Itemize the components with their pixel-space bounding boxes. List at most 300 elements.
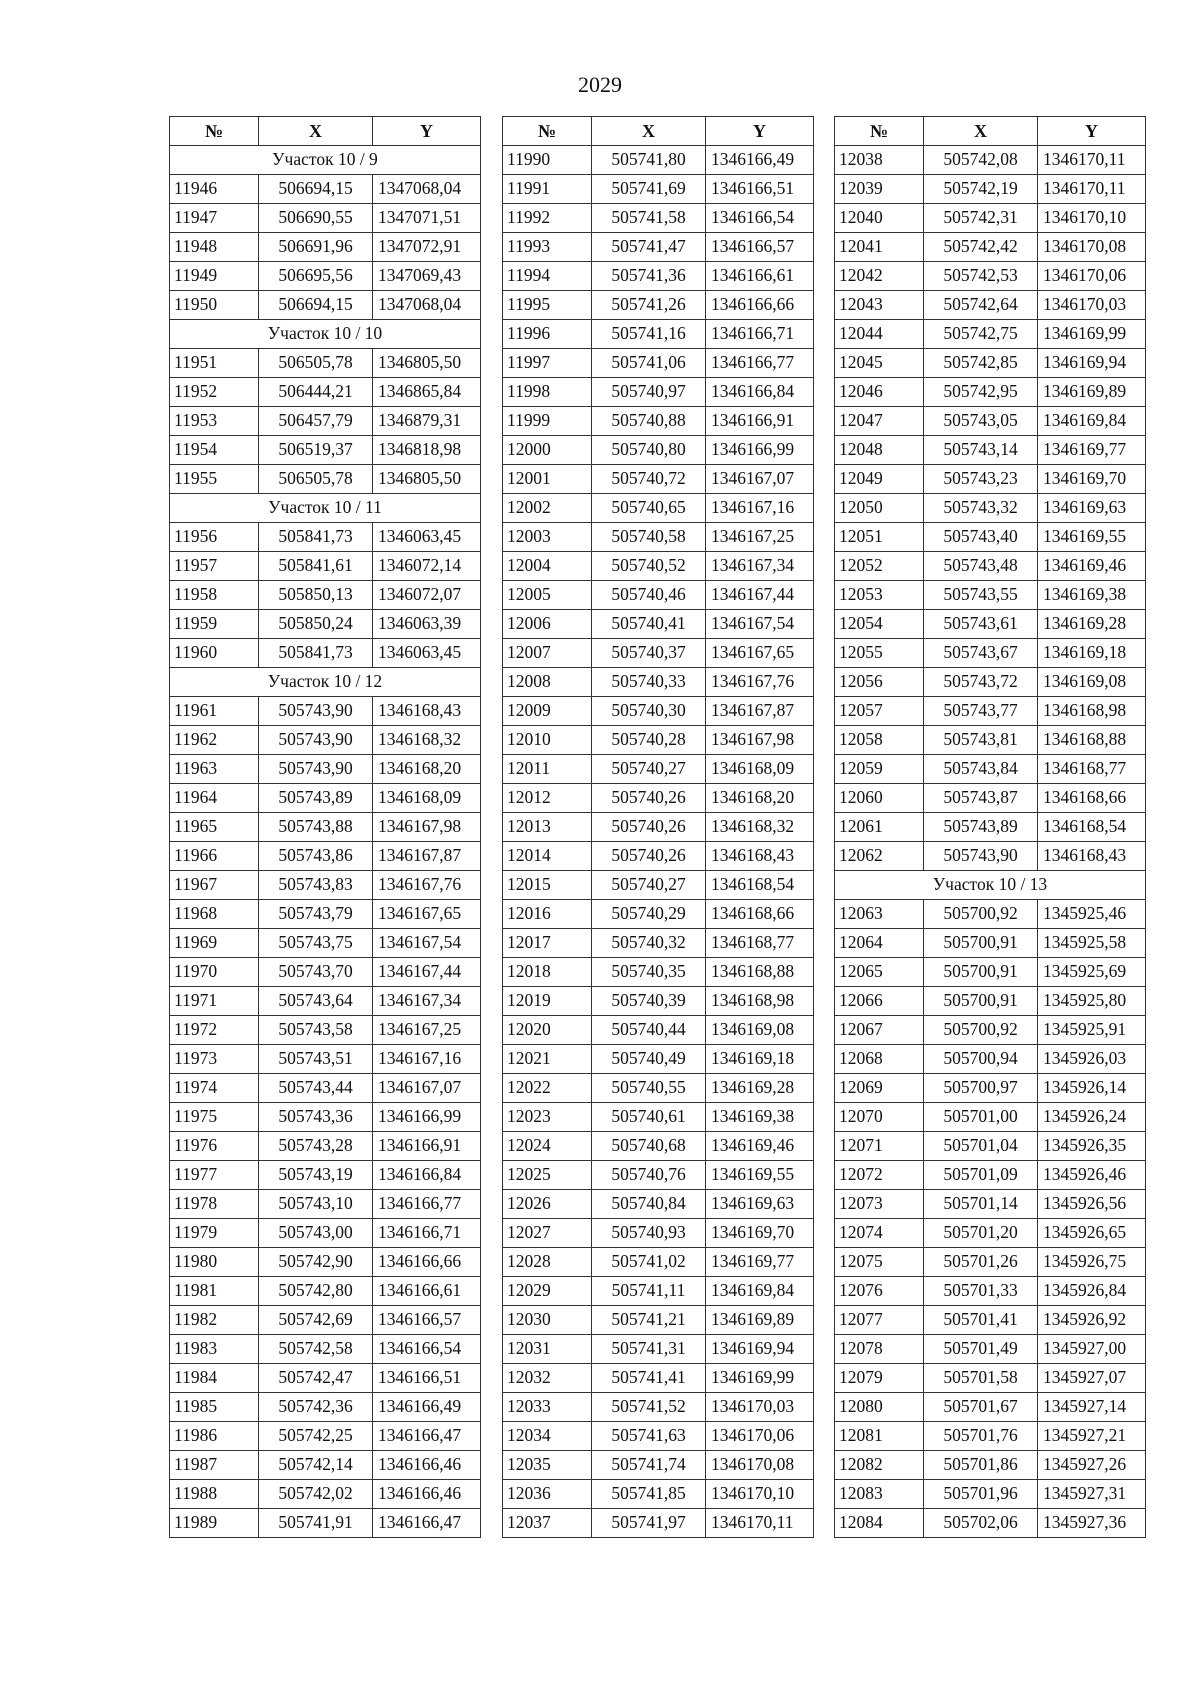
table-row	[835, 1364, 1146, 1393]
cell-x: 505743,70	[259, 958, 373, 987]
cell-y: 1346166,54	[706, 204, 814, 233]
cell-y: 1346063,45	[373, 639, 481, 668]
table-row	[170, 755, 481, 784]
cell-y: 1346170,06	[1038, 262, 1146, 291]
cell-y: 1346166,51	[706, 175, 814, 204]
cell-y: 1346169,99	[1038, 320, 1146, 349]
table-row	[503, 1480, 814, 1509]
cell-y: 1345925,46	[1038, 900, 1146, 929]
cell-num: 12013	[503, 813, 592, 842]
table-row	[170, 1074, 481, 1103]
table-row	[170, 639, 481, 668]
cell-num: 12065	[835, 958, 924, 987]
cell-num: 11975	[170, 1103, 259, 1132]
cell-y: 1346169,46	[706, 1132, 814, 1161]
cell-num: 11957	[170, 552, 259, 581]
cell-y: 1346166,91	[706, 407, 814, 436]
table-row	[503, 900, 814, 929]
cell-num: 11948	[170, 233, 259, 262]
section-row	[170, 146, 481, 175]
cell-x: 505743,44	[259, 1074, 373, 1103]
cell-num: 12084	[835, 1509, 924, 1538]
cell-y: 1345927,07	[1038, 1364, 1146, 1393]
cell-y: 1346168,88	[1038, 726, 1146, 755]
cell-x: 506505,78	[259, 465, 373, 494]
cell-num: 12001	[503, 465, 592, 494]
cell-x: 505850,13	[259, 581, 373, 610]
cell-y: 1346168,77	[1038, 755, 1146, 784]
table-row	[503, 1422, 814, 1451]
cell-num: 12055	[835, 639, 924, 668]
cell-num: 12039	[835, 175, 924, 204]
cell-y: 1346169,63	[1038, 494, 1146, 523]
section-row	[170, 494, 481, 523]
cell-y: 1346169,70	[1038, 465, 1146, 494]
table-row	[170, 204, 481, 233]
cell-y: 1346166,47	[373, 1422, 481, 1451]
cell-num: 12045	[835, 349, 924, 378]
cell-y: 1346168,20	[373, 755, 481, 784]
cell-y: 1346168,43	[1038, 842, 1146, 871]
cell-num: 11992	[503, 204, 592, 233]
table-row	[170, 1335, 481, 1364]
cell-x: 505740,46	[592, 581, 706, 610]
cell-num: 12002	[503, 494, 592, 523]
cell-x: 505740,88	[592, 407, 706, 436]
cell-num: 11990	[503, 146, 592, 175]
cell-y: 1347069,43	[373, 262, 481, 291]
cell-y: 1346167,87	[706, 697, 814, 726]
cell-y: 1346166,71	[706, 320, 814, 349]
cell-x: 505743,86	[259, 842, 373, 871]
cell-num: 12016	[503, 900, 592, 929]
cell-y: 1346167,54	[706, 610, 814, 639]
cell-x: 505743,81	[924, 726, 1038, 755]
cell-y: 1346168,32	[706, 813, 814, 842]
table-row	[835, 813, 1146, 842]
cell-y: 1345925,69	[1038, 958, 1146, 987]
cell-num: 11991	[503, 175, 592, 204]
table-row	[170, 436, 481, 465]
cell-num: 11946	[170, 175, 259, 204]
cell-y: 1347068,04	[373, 291, 481, 320]
cell-num: 12081	[835, 1422, 924, 1451]
table-row	[835, 1306, 1146, 1335]
table-row	[503, 233, 814, 262]
section-title: Участок 10 / 10	[170, 320, 481, 349]
table-row	[835, 1190, 1146, 1219]
table-row	[835, 523, 1146, 552]
section-row	[835, 871, 1146, 900]
cell-num: 12042	[835, 262, 924, 291]
cell-y: 1345927,26	[1038, 1451, 1146, 1480]
table-row	[503, 784, 814, 813]
cell-x: 505743,55	[924, 581, 1038, 610]
cell-x: 505741,02	[592, 1248, 706, 1277]
cell-x: 505701,96	[924, 1480, 1038, 1509]
cell-x: 505742,58	[259, 1335, 373, 1364]
cell-x: 505740,26	[592, 813, 706, 842]
table-row	[835, 900, 1146, 929]
cell-num: 12020	[503, 1016, 592, 1045]
cell-num: 11978	[170, 1190, 259, 1219]
cell-y: 1346166,57	[373, 1306, 481, 1335]
cell-x: 506694,15	[259, 175, 373, 204]
table-row	[835, 668, 1146, 697]
cell-x: 505740,55	[592, 1074, 706, 1103]
cell-y: 1346167,65	[373, 900, 481, 929]
cell-x: 505701,49	[924, 1335, 1038, 1364]
cell-y: 1346166,66	[706, 291, 814, 320]
cell-y: 1346170,11	[1038, 146, 1146, 175]
cell-num: 12044	[835, 320, 924, 349]
table-row	[835, 1074, 1146, 1103]
cell-y: 1346167,54	[373, 929, 481, 958]
table-row	[170, 1045, 481, 1074]
cell-num: 12072	[835, 1161, 924, 1190]
table-row	[503, 1190, 814, 1219]
cell-x: 505743,87	[924, 784, 1038, 813]
cell-y: 1346170,03	[706, 1393, 814, 1422]
cell-num: 12038	[835, 146, 924, 175]
cell-y: 1346168,20	[706, 784, 814, 813]
cell-y: 1346167,98	[373, 813, 481, 842]
cell-num: 11998	[503, 378, 592, 407]
cell-num: 12062	[835, 842, 924, 871]
cell-y: 1346170,10	[706, 1480, 814, 1509]
table-row	[835, 1045, 1146, 1074]
cell-y: 1345926,46	[1038, 1161, 1146, 1190]
cell-y: 1346167,34	[373, 987, 481, 1016]
cell-x: 505742,25	[259, 1422, 373, 1451]
table-row	[835, 378, 1146, 407]
cell-x: 505700,91	[924, 929, 1038, 958]
cell-x: 505740,28	[592, 726, 706, 755]
cell-x: 505743,67	[924, 639, 1038, 668]
cell-y: 1346167,16	[706, 494, 814, 523]
table-row	[503, 349, 814, 378]
cell-y: 1346170,08	[1038, 233, 1146, 262]
cell-y: 1346167,34	[706, 552, 814, 581]
cell-x: 505741,11	[592, 1277, 706, 1306]
cell-num: 12053	[835, 581, 924, 610]
table-row	[170, 726, 481, 755]
table-row	[170, 465, 481, 494]
cell-y: 1346166,99	[706, 436, 814, 465]
cell-y: 1346166,51	[373, 1364, 481, 1393]
table-row	[503, 668, 814, 697]
cell-y: 1346169,55	[706, 1161, 814, 1190]
cell-x: 505740,58	[592, 523, 706, 552]
cell-num: 12083	[835, 1480, 924, 1509]
cell-num: 12025	[503, 1161, 592, 1190]
cell-num: 12080	[835, 1393, 924, 1422]
cell-y: 1346168,43	[706, 842, 814, 871]
cell-num: 12052	[835, 552, 924, 581]
cell-y: 1346170,10	[1038, 204, 1146, 233]
table-row	[835, 842, 1146, 871]
cell-x: 505743,10	[259, 1190, 373, 1219]
cell-num: 12024	[503, 1132, 592, 1161]
table-row	[170, 900, 481, 929]
cell-x: 505742,14	[259, 1451, 373, 1480]
cell-num: 12031	[503, 1335, 592, 1364]
cell-x: 505742,90	[259, 1248, 373, 1277]
table-row	[835, 1277, 1146, 1306]
cell-x: 505741,74	[592, 1451, 706, 1480]
cell-y: 1346166,49	[706, 146, 814, 175]
cell-y: 1346166,99	[373, 1103, 481, 1132]
cell-num: 12075	[835, 1248, 924, 1277]
cell-x: 505740,32	[592, 929, 706, 958]
cell-y: 1346166,61	[706, 262, 814, 291]
cell-x: 505743,90	[259, 755, 373, 784]
cell-x: 506519,37	[259, 436, 373, 465]
cell-y: 1346169,28	[1038, 610, 1146, 639]
cell-y: 1346169,55	[1038, 523, 1146, 552]
cell-num: 12014	[503, 842, 592, 871]
cell-num: 12050	[835, 494, 924, 523]
cell-num: 12047	[835, 407, 924, 436]
cell-x: 505700,91	[924, 987, 1038, 1016]
table-row	[503, 1161, 814, 1190]
cell-num: 11953	[170, 407, 259, 436]
cell-x: 505743,64	[259, 987, 373, 1016]
cell-y: 1346169,70	[706, 1219, 814, 1248]
cell-x: 505743,61	[924, 610, 1038, 639]
cell-num: 12017	[503, 929, 592, 958]
cell-x: 505700,94	[924, 1045, 1038, 1074]
cell-num: 11955	[170, 465, 259, 494]
section-row	[170, 320, 481, 349]
cell-x: 505742,95	[924, 378, 1038, 407]
table-row	[170, 262, 481, 291]
header-number: №	[503, 117, 592, 146]
table-row	[503, 320, 814, 349]
cell-y: 1346167,65	[706, 639, 814, 668]
cell-num: 12079	[835, 1364, 924, 1393]
cell-num: 11982	[170, 1306, 259, 1335]
section-title: Участок 10 / 9	[170, 146, 481, 175]
cell-x: 505740,97	[592, 378, 706, 407]
cell-num: 12046	[835, 378, 924, 407]
cell-x: 505741,16	[592, 320, 706, 349]
cell-x: 505741,97	[592, 1509, 706, 1538]
cell-y: 1345927,00	[1038, 1335, 1146, 1364]
cell-x: 506457,79	[259, 407, 373, 436]
table-row	[835, 291, 1146, 320]
cell-x: 505743,88	[259, 813, 373, 842]
cell-num: 12043	[835, 291, 924, 320]
cell-num: 12009	[503, 697, 592, 726]
cell-x: 505742,19	[924, 175, 1038, 204]
table-row	[835, 320, 1146, 349]
cell-x: 505741,80	[592, 146, 706, 175]
table-row	[503, 1016, 814, 1045]
cell-x: 505740,44	[592, 1016, 706, 1045]
cell-num: 12029	[503, 1277, 592, 1306]
cell-num: 12010	[503, 726, 592, 755]
cell-y: 1346169,77	[1038, 436, 1146, 465]
cell-num: 12018	[503, 958, 592, 987]
cell-x: 505741,06	[592, 349, 706, 378]
cell-num: 12000	[503, 436, 592, 465]
table-row	[170, 958, 481, 987]
cell-y: 1346167,07	[373, 1074, 481, 1103]
cell-num: 11977	[170, 1161, 259, 1190]
cell-x: 505740,49	[592, 1045, 706, 1074]
cell-y: 1346166,77	[373, 1190, 481, 1219]
table-row	[503, 1248, 814, 1277]
cell-num: 11964	[170, 784, 259, 813]
cell-x: 506444,21	[259, 378, 373, 407]
cell-x: 505740,84	[592, 1190, 706, 1219]
cell-x: 505700,92	[924, 900, 1038, 929]
table-row	[503, 1219, 814, 1248]
cell-x: 505741,36	[592, 262, 706, 291]
table-row	[170, 552, 481, 581]
cell-y: 1346169,94	[706, 1335, 814, 1364]
cell-x: 505743,28	[259, 1132, 373, 1161]
cell-y: 1345927,36	[1038, 1509, 1146, 1538]
cell-x: 505743,77	[924, 697, 1038, 726]
cell-num: 11968	[170, 900, 259, 929]
table-row	[503, 465, 814, 494]
cell-x: 505740,80	[592, 436, 706, 465]
cell-num: 11972	[170, 1016, 259, 1045]
table-row	[503, 1335, 814, 1364]
cell-num: 12082	[835, 1451, 924, 1480]
cell-y: 1347071,51	[373, 204, 481, 233]
table-row	[170, 929, 481, 958]
table-row	[835, 1480, 1146, 1509]
cell-num: 12021	[503, 1045, 592, 1074]
cell-num: 11993	[503, 233, 592, 262]
table-row	[170, 349, 481, 378]
cell-num: 11970	[170, 958, 259, 987]
cell-num: 11950	[170, 291, 259, 320]
table-row	[503, 755, 814, 784]
cell-y: 1346169,18	[706, 1045, 814, 1074]
cell-num: 11963	[170, 755, 259, 784]
table-row	[503, 1364, 814, 1393]
cell-num: 12035	[503, 1451, 592, 1480]
table-row	[503, 407, 814, 436]
table-row	[170, 842, 481, 871]
cell-y: 1346169,08	[1038, 668, 1146, 697]
table-row	[503, 436, 814, 465]
table-row	[170, 1277, 481, 1306]
cell-x: 505701,41	[924, 1306, 1038, 1335]
table-row	[170, 1103, 481, 1132]
cell-y: 1346169,28	[706, 1074, 814, 1103]
table-row	[503, 175, 814, 204]
cell-num: 12068	[835, 1045, 924, 1074]
table-row	[170, 523, 481, 552]
cell-y: 1346167,07	[706, 465, 814, 494]
cell-x: 505743,05	[924, 407, 1038, 436]
cell-x: 505741,47	[592, 233, 706, 262]
cell-num: 12004	[503, 552, 592, 581]
table-row	[503, 697, 814, 726]
cell-x: 505743,00	[259, 1219, 373, 1248]
table-row	[170, 1451, 481, 1480]
header-number: №	[835, 117, 924, 146]
cell-num: 11961	[170, 697, 259, 726]
table-row	[170, 784, 481, 813]
table-row	[503, 204, 814, 233]
table-row	[170, 1480, 481, 1509]
cell-x: 505742,31	[924, 204, 1038, 233]
cell-num: 11952	[170, 378, 259, 407]
cell-y: 1346168,43	[373, 697, 481, 726]
cell-x: 505700,97	[924, 1074, 1038, 1103]
section-row	[170, 668, 481, 697]
cell-num: 11980	[170, 1248, 259, 1277]
cell-num: 12064	[835, 929, 924, 958]
cell-y: 1346169,89	[1038, 378, 1146, 407]
cell-y: 1346818,98	[373, 436, 481, 465]
cell-x: 505740,37	[592, 639, 706, 668]
table-row	[503, 1509, 814, 1538]
table-row	[503, 1074, 814, 1103]
cell-num: 12028	[503, 1248, 592, 1277]
header-x: X	[924, 117, 1038, 146]
cell-y: 1345926,56	[1038, 1190, 1146, 1219]
cell-y: 1346168,77	[706, 929, 814, 958]
cell-x: 505701,20	[924, 1219, 1038, 1248]
table-row	[835, 146, 1146, 175]
cell-num: 12073	[835, 1190, 924, 1219]
cell-num: 11987	[170, 1451, 259, 1480]
cell-num: 12049	[835, 465, 924, 494]
table-row	[170, 233, 481, 262]
table-row	[170, 1190, 481, 1219]
cell-x: 505741,31	[592, 1335, 706, 1364]
cell-x: 505740,61	[592, 1103, 706, 1132]
cell-num: 12076	[835, 1277, 924, 1306]
cell-y: 1345926,03	[1038, 1045, 1146, 1074]
cell-num: 12011	[503, 755, 592, 784]
cell-y: 1346167,44	[373, 958, 481, 987]
cell-num: 12027	[503, 1219, 592, 1248]
cell-y: 1346169,08	[706, 1016, 814, 1045]
table-row	[503, 523, 814, 552]
cell-num: 11965	[170, 813, 259, 842]
cell-num: 11959	[170, 610, 259, 639]
section-title: Участок 10 / 11	[170, 494, 481, 523]
cell-x: 505850,24	[259, 610, 373, 639]
table-row	[835, 1103, 1146, 1132]
cell-y: 1346166,61	[373, 1277, 481, 1306]
cell-y: 1345926,24	[1038, 1103, 1146, 1132]
table-row	[503, 1103, 814, 1132]
cell-x: 505740,39	[592, 987, 706, 1016]
cell-y: 1346166,84	[706, 378, 814, 407]
cell-x: 505742,75	[924, 320, 1038, 349]
table-header-row	[503, 117, 814, 146]
cell-y: 1346166,49	[373, 1393, 481, 1422]
cell-y: 1346168,09	[706, 755, 814, 784]
table-row	[835, 204, 1146, 233]
table-row	[170, 1016, 481, 1045]
cell-x: 505740,29	[592, 900, 706, 929]
cell-x: 505742,08	[924, 146, 1038, 175]
cell-x: 505700,91	[924, 958, 1038, 987]
cell-x: 505701,09	[924, 1161, 1038, 1190]
cell-num: 12048	[835, 436, 924, 465]
cell-x: 505701,14	[924, 1190, 1038, 1219]
